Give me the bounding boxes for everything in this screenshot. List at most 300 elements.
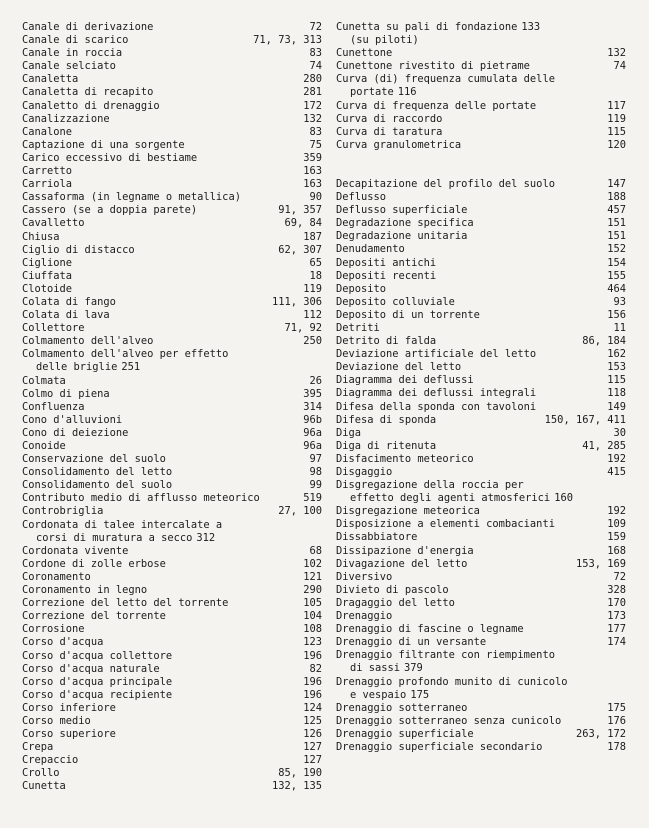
entry-term-continuation: effetto degli agenti atmosferici bbox=[350, 492, 551, 505]
entry-pages: 312 bbox=[196, 531, 216, 544]
index-entry bbox=[22, 414, 322, 427]
entry-pages: 82 bbox=[309, 662, 322, 675]
entry-pages: 175 bbox=[607, 701, 626, 714]
entry-term: Deposito colluviale bbox=[336, 295, 455, 308]
entry-pages: 98 bbox=[309, 466, 322, 479]
entry-pages: 96a bbox=[303, 440, 322, 452]
entry-term: Deposito bbox=[336, 282, 387, 295]
index-entry bbox=[336, 741, 626, 754]
index-entry bbox=[336, 204, 626, 217]
entry-term: Coronamento bbox=[22, 570, 91, 583]
index-entry bbox=[22, 309, 322, 322]
index-entry bbox=[22, 466, 322, 479]
entry-pages: 163 bbox=[303, 165, 322, 178]
index-entry bbox=[22, 741, 322, 754]
entry-pages: 160 bbox=[554, 492, 573, 505]
index-entry bbox=[22, 375, 322, 388]
entry-term: Consolidamento del suolo bbox=[22, 479, 173, 492]
entry-term: Controbriglia bbox=[22, 505, 104, 518]
entry-term: Drenaggio sotterraneo bbox=[336, 701, 468, 714]
index-entry bbox=[22, 126, 322, 139]
entry-term-continuation: (su piloti) bbox=[350, 34, 419, 47]
entry-pages: 188 bbox=[607, 191, 626, 204]
entry-term: Correzione del letto del torrente bbox=[22, 597, 229, 610]
index-entry bbox=[22, 728, 322, 741]
index-entry bbox=[22, 152, 322, 165]
index-entry bbox=[336, 126, 626, 139]
index-entry bbox=[22, 34, 322, 47]
entry-pages: 127 bbox=[303, 754, 322, 767]
index-entry bbox=[336, 348, 626, 361]
entry-term: Disposizione a elementi combacianti bbox=[336, 518, 555, 531]
entry-term: Dissipazione d'energia bbox=[336, 544, 474, 557]
entry-term: Chiusa bbox=[22, 230, 60, 243]
index-entry bbox=[22, 780, 322, 793]
entry-pages: 118 bbox=[607, 387, 626, 400]
section-gap bbox=[336, 152, 626, 178]
index-entry bbox=[336, 361, 626, 374]
index-entry bbox=[22, 401, 322, 414]
index-entry bbox=[22, 283, 322, 296]
entry-term: Difesa della sponda con tavoloni bbox=[336, 400, 537, 413]
entry-term-continuation: di sassi bbox=[350, 662, 401, 675]
entry-term: Canale in roccia bbox=[22, 47, 123, 60]
index-entry bbox=[22, 86, 322, 99]
entry-pages: 125 bbox=[303, 714, 322, 727]
index-entry bbox=[22, 270, 322, 283]
entry-term-continuation: delle briglie bbox=[36, 361, 118, 374]
entry-term: Denudamento bbox=[336, 243, 405, 256]
index-entry bbox=[22, 479, 322, 492]
entry-term: Consolidamento del letto bbox=[22, 466, 173, 479]
entry-pages: 178 bbox=[607, 740, 626, 753]
index-entry bbox=[336, 283, 626, 296]
index-entry bbox=[22, 689, 322, 702]
entry-term: Coronamento in legno bbox=[22, 584, 148, 597]
index-entry bbox=[22, 676, 322, 689]
index-entry bbox=[22, 204, 322, 217]
entry-term: Canaletto di drenaggio bbox=[22, 99, 160, 112]
entry-pages: 90 bbox=[309, 191, 322, 204]
entry-pages: 173 bbox=[607, 610, 626, 623]
entry-term: Carriola bbox=[22, 178, 73, 191]
index-entry bbox=[336, 217, 626, 230]
entry-pages: 156 bbox=[607, 308, 626, 321]
entry-term: Diagramma dei deflussi integrali bbox=[336, 387, 537, 400]
entry-pages: 109 bbox=[607, 518, 626, 531]
index-entry bbox=[22, 322, 322, 335]
entry-term: Carretto bbox=[22, 165, 73, 178]
entry-term: Cassaforma (in legname o metallica) bbox=[22, 191, 241, 204]
index-entry bbox=[22, 139, 322, 152]
entry-term: Ciuffata bbox=[22, 269, 73, 282]
entry-term: Canalone bbox=[22, 125, 73, 138]
index-entry bbox=[22, 715, 322, 728]
entry-pages: 120 bbox=[607, 138, 626, 151]
entry-term: Curva di taratura bbox=[336, 125, 443, 138]
entry-term: Carico eccessivo di bestiame bbox=[22, 151, 198, 164]
entry-pages: 123 bbox=[303, 636, 322, 649]
index-entry bbox=[22, 178, 322, 191]
entry-term: Cono di deiezione bbox=[22, 426, 129, 439]
entry-term: Degradazione unitaria bbox=[336, 230, 468, 243]
entry-pages: 132 bbox=[303, 112, 322, 125]
entry-term: Disfacimento meteorico bbox=[336, 452, 474, 465]
entry-term: Conoide bbox=[22, 440, 66, 452]
index-entry bbox=[336, 453, 626, 466]
entry-term: Disgregazione meteorica bbox=[336, 505, 480, 518]
entry-term: Canale di scarico bbox=[22, 34, 129, 47]
index-entry bbox=[22, 47, 322, 60]
index-entry bbox=[336, 47, 626, 60]
entry-term: Canaletta bbox=[22, 73, 79, 86]
entry-pages: 150, 167, 411 bbox=[544, 413, 626, 426]
entry-pages: 119 bbox=[303, 282, 322, 295]
index-entry bbox=[22, 492, 322, 505]
entry-pages: 74 bbox=[309, 60, 322, 73]
entry-term: Divieto di pascolo bbox=[336, 583, 449, 596]
entry-pages: 72 bbox=[309, 21, 322, 33]
entry-pages: 71, 73, 313 bbox=[253, 34, 322, 47]
entry-pages: 519 bbox=[303, 492, 322, 505]
index-entry bbox=[336, 21, 626, 47]
entry-pages: 170 bbox=[607, 596, 626, 609]
entry-term: Colmo di piena bbox=[22, 387, 110, 400]
entry-pages: 112 bbox=[303, 309, 322, 322]
index-entry bbox=[336, 100, 626, 113]
entry-term: Corso superiore bbox=[22, 728, 116, 741]
entry-pages: 464 bbox=[607, 282, 626, 295]
entry-pages: 127 bbox=[303, 741, 322, 754]
index-entry bbox=[22, 767, 322, 780]
entry-term: Drenaggio superficiale secondario bbox=[336, 740, 543, 753]
index-entry bbox=[336, 414, 626, 427]
entry-term: Corrosione bbox=[22, 623, 85, 636]
entry-pages: 281 bbox=[303, 86, 322, 99]
index-entry bbox=[336, 230, 626, 243]
entry-pages: 85, 190 bbox=[278, 767, 322, 780]
index-section-d bbox=[336, 178, 626, 754]
index-entry bbox=[22, 545, 322, 558]
entry-term: Deposito di un torrente bbox=[336, 308, 480, 321]
entry-term: Drenaggio di un versante bbox=[336, 636, 487, 649]
entry-term: Diagramma dei deflussi bbox=[336, 374, 474, 387]
index-entry bbox=[22, 505, 322, 518]
entry-term: Corso d'acqua collettore bbox=[22, 649, 173, 662]
entry-term: Ciglione bbox=[22, 256, 73, 269]
entry-pages: 314 bbox=[303, 400, 322, 413]
entry-pages: 105 bbox=[303, 597, 322, 610]
entry-pages: 153 bbox=[607, 361, 626, 374]
index-entry bbox=[22, 191, 322, 204]
index-entry bbox=[22, 440, 322, 453]
index-entry bbox=[336, 571, 626, 584]
entry-term: Cunettone bbox=[336, 47, 393, 60]
entry-pages: 168 bbox=[607, 544, 626, 557]
entry-term: Corso d'acqua naturale bbox=[22, 662, 160, 675]
entry-term: Canale di derivazione bbox=[22, 21, 154, 33]
entry-term: Corso d'acqua recipiente bbox=[22, 688, 173, 701]
index-entry bbox=[336, 387, 626, 400]
index-entry bbox=[22, 113, 322, 126]
entry-pages: 192 bbox=[607, 452, 626, 465]
entry-term: Colmata bbox=[22, 374, 66, 387]
entry-term: Dragaggio del letto bbox=[336, 596, 455, 609]
entry-pages: 121 bbox=[303, 570, 322, 583]
entry-term: Depositi recenti bbox=[336, 269, 437, 282]
index-entry bbox=[22, 244, 322, 257]
entry-term: Ciglio di distacco bbox=[22, 243, 135, 256]
entry-pages: 379 bbox=[404, 662, 423, 675]
entry-term: Corso inferiore bbox=[22, 701, 116, 714]
index-entry bbox=[336, 243, 626, 256]
entry-term: Corso d'acqua bbox=[22, 636, 104, 649]
entry-term: Colmamento dell'alveo per effetto bbox=[22, 348, 229, 361]
index-entry bbox=[336, 73, 626, 99]
entry-pages: 192 bbox=[607, 505, 626, 518]
entry-pages: 11 bbox=[613, 321, 626, 334]
index-entry bbox=[22, 650, 322, 663]
entry-term: Deflusso bbox=[336, 191, 387, 204]
entry-pages: 152 bbox=[607, 243, 626, 256]
entry-pages: 99 bbox=[309, 479, 322, 492]
entry-term: Degradazione specifica bbox=[336, 217, 474, 230]
entry-pages: 71, 92 bbox=[284, 322, 322, 335]
entry-pages: 72 bbox=[613, 570, 626, 583]
index-entry bbox=[336, 113, 626, 126]
entry-pages: 175 bbox=[410, 688, 430, 701]
index-entry bbox=[336, 178, 626, 191]
entry-term: Dissabbiatore bbox=[336, 531, 418, 544]
entry-term: Drenaggio di fascine o legname bbox=[336, 623, 524, 636]
index-entry bbox=[22, 257, 322, 270]
entry-pages: 18 bbox=[309, 269, 322, 282]
entry-pages: 151 bbox=[607, 230, 626, 243]
entry-term: Collettore bbox=[22, 322, 85, 335]
index-entry bbox=[22, 571, 322, 584]
index-entry bbox=[22, 597, 322, 610]
entry-term: Disgregazione della roccia per bbox=[336, 479, 524, 492]
entry-term: Disgaggio bbox=[336, 466, 393, 478]
entry-pages: 83 bbox=[309, 125, 322, 138]
entry-pages: 96b bbox=[303, 413, 322, 426]
index-entry bbox=[336, 401, 626, 414]
entry-term: Diga bbox=[336, 426, 362, 439]
entry-term: Cavalletto bbox=[22, 217, 85, 230]
entry-pages: 149 bbox=[607, 400, 626, 413]
index-entry bbox=[22, 335, 322, 348]
entry-term: Colata di fango bbox=[22, 295, 116, 308]
entry-pages: 151 bbox=[607, 217, 626, 230]
index-entry bbox=[22, 636, 322, 649]
index-entry bbox=[22, 558, 322, 571]
entry-term: Difesa di sponda bbox=[336, 413, 437, 426]
entry-pages: 69, 84 bbox=[284, 217, 322, 230]
entry-pages: 27, 100 bbox=[278, 505, 322, 518]
entry-term-continuation: corsi di muratura a secco bbox=[36, 531, 193, 544]
entry-term: Canale selciato bbox=[22, 60, 116, 73]
entry-term: Detrito di falda bbox=[336, 335, 437, 348]
index-entry bbox=[22, 217, 322, 230]
index-entry bbox=[22, 702, 322, 715]
entry-term: Contributo medio di afflusso meteorico bbox=[22, 492, 260, 505]
index-entry bbox=[336, 440, 626, 453]
entry-pages: 133 bbox=[521, 21, 541, 33]
entry-pages: 395 bbox=[303, 387, 322, 400]
entry-term: Deviazione del letto bbox=[336, 361, 462, 374]
index-entry bbox=[336, 270, 626, 283]
entry-term-continuation: e vespaio bbox=[350, 688, 407, 701]
index-entry bbox=[336, 518, 626, 531]
index-entry bbox=[22, 231, 322, 244]
entry-pages: 176 bbox=[607, 714, 626, 727]
entry-term: Drenaggio superficiale bbox=[336, 727, 474, 740]
entry-pages: 196 bbox=[303, 675, 322, 688]
entry-pages: 115 bbox=[607, 374, 626, 387]
entry-term: Corso d'acqua principale bbox=[22, 675, 173, 688]
index-entry bbox=[22, 348, 322, 374]
entry-term: Cono d'alluvioni bbox=[22, 413, 123, 426]
entry-pages: 93 bbox=[613, 295, 626, 308]
entry-pages: 68 bbox=[309, 544, 322, 557]
entry-term: Crepa bbox=[22, 741, 54, 754]
index-entry bbox=[336, 702, 626, 715]
entry-pages: 172 bbox=[303, 99, 322, 112]
index-entry bbox=[22, 73, 322, 86]
entry-pages: 163 bbox=[303, 178, 322, 191]
index-entry bbox=[22, 584, 322, 597]
entry-pages: 74 bbox=[613, 60, 626, 73]
entry-term: Crollo bbox=[22, 767, 60, 780]
index-column-right bbox=[336, 21, 626, 754]
entry-pages: 30 bbox=[613, 426, 626, 439]
index-entry bbox=[22, 165, 322, 178]
index-entry bbox=[336, 597, 626, 610]
index-entry bbox=[336, 676, 626, 702]
index-entry bbox=[336, 479, 626, 505]
index-entry bbox=[22, 663, 322, 676]
entry-pages: 86, 184 bbox=[582, 335, 626, 348]
entry-pages: 91, 357 bbox=[278, 204, 322, 217]
entry-pages: 159 bbox=[607, 531, 626, 544]
index-column-left bbox=[22, 21, 322, 794]
entry-term: Canalizzazione bbox=[22, 112, 110, 125]
entry-pages: 174 bbox=[607, 636, 626, 649]
entry-pages: 97 bbox=[309, 453, 322, 466]
entry-term: Curva granulometrica bbox=[336, 138, 462, 151]
entry-term: Conservazione del suolo bbox=[22, 453, 166, 466]
entry-pages: 41, 285 bbox=[582, 439, 626, 452]
index-entry bbox=[336, 257, 626, 270]
entry-term: Captazione di una sorgente bbox=[22, 138, 185, 151]
index-entry bbox=[336, 60, 626, 73]
index-entry bbox=[336, 466, 626, 479]
index-entry bbox=[336, 623, 626, 636]
entry-term: Diga di ritenuta bbox=[336, 439, 437, 452]
entry-term: Curva di raccordo bbox=[336, 112, 443, 125]
entry-pages: 132, 135 bbox=[271, 780, 322, 793]
entry-pages: 290 bbox=[303, 584, 322, 597]
entry-term: Drenaggio filtrante con riempimento bbox=[336, 649, 555, 662]
index-entry bbox=[22, 60, 322, 73]
entry-pages: 62, 307 bbox=[278, 243, 322, 256]
entry-pages: 153, 169 bbox=[575, 557, 626, 570]
entry-pages: 104 bbox=[303, 610, 322, 623]
entry-pages: 147 bbox=[607, 177, 626, 190]
entry-term-continuation: portate bbox=[350, 86, 394, 99]
entry-term: Cunetta su pali di fondazione bbox=[336, 21, 518, 33]
index-entry bbox=[336, 139, 626, 152]
entry-term: Diversivo bbox=[336, 570, 393, 583]
index-entry bbox=[22, 427, 322, 440]
index-entry bbox=[22, 296, 322, 309]
index-entry bbox=[336, 296, 626, 309]
entry-pages: 177 bbox=[607, 623, 626, 636]
entry-pages: 116 bbox=[397, 86, 417, 99]
index-entry bbox=[336, 427, 626, 440]
index-entry bbox=[22, 21, 322, 34]
index-entry bbox=[336, 636, 626, 649]
entry-pages: 251 bbox=[121, 361, 141, 374]
index-entry bbox=[336, 545, 626, 558]
index-entry bbox=[336, 374, 626, 387]
entry-pages: 132 bbox=[607, 47, 626, 60]
entry-term: Drenaggio bbox=[336, 610, 393, 623]
index-entry bbox=[336, 715, 626, 728]
index-entry bbox=[22, 388, 322, 401]
entry-term: Corso medio bbox=[22, 714, 91, 727]
index-entry bbox=[22, 519, 322, 545]
entry-pages: 83 bbox=[309, 47, 322, 60]
entry-term: Colata di lava bbox=[22, 309, 110, 322]
index-entry bbox=[336, 558, 626, 571]
index-section-c bbox=[336, 21, 626, 152]
entry-term: Cordonata di talee intercalate a bbox=[22, 518, 223, 531]
entry-pages: 115 bbox=[607, 125, 626, 138]
entry-pages: 126 bbox=[303, 728, 322, 741]
entry-pages: 263, 172 bbox=[575, 727, 626, 740]
index-entry bbox=[336, 322, 626, 335]
index-entry bbox=[22, 610, 322, 623]
entry-term: Colmamento dell'alveo bbox=[22, 335, 154, 348]
entry-term: Cassero (se a doppia parete) bbox=[22, 204, 198, 217]
entry-term: Depositi antichi bbox=[336, 256, 437, 269]
entry-term: Deviazione artificiale del letto bbox=[336, 348, 537, 361]
entry-term: Curva (di) frequenza cumulata delle bbox=[336, 73, 555, 86]
entry-term: Correzione del torrente bbox=[22, 610, 166, 623]
entry-pages: 328 bbox=[607, 583, 626, 596]
entry-pages: 154 bbox=[607, 256, 626, 269]
entry-term: Clotoide bbox=[22, 282, 73, 295]
entry-term: Curva di frequenza delle portate bbox=[336, 99, 537, 112]
entry-pages: 75 bbox=[309, 138, 322, 151]
entry-term: Drenaggio sotterraneo senza cunicolo bbox=[336, 714, 562, 727]
index-entry bbox=[336, 584, 626, 597]
entry-term: Cordonata vivente bbox=[22, 544, 129, 557]
entry-pages: 117 bbox=[607, 99, 626, 112]
index-entry bbox=[336, 191, 626, 204]
entry-term: Cunettone rivestito di pietrame bbox=[336, 60, 530, 73]
index-entry bbox=[336, 505, 626, 518]
index-entry bbox=[22, 623, 322, 636]
entry-pages: 124 bbox=[303, 701, 322, 714]
entry-term: Canaletta di recapito bbox=[22, 86, 154, 99]
index-entry bbox=[336, 728, 626, 741]
entry-term: Cordone di zolle erbose bbox=[22, 557, 166, 570]
entry-term: Detriti bbox=[336, 321, 380, 334]
entry-pages: 250 bbox=[303, 335, 322, 348]
entry-term: Decapitazione del profilo del suolo bbox=[336, 177, 555, 190]
